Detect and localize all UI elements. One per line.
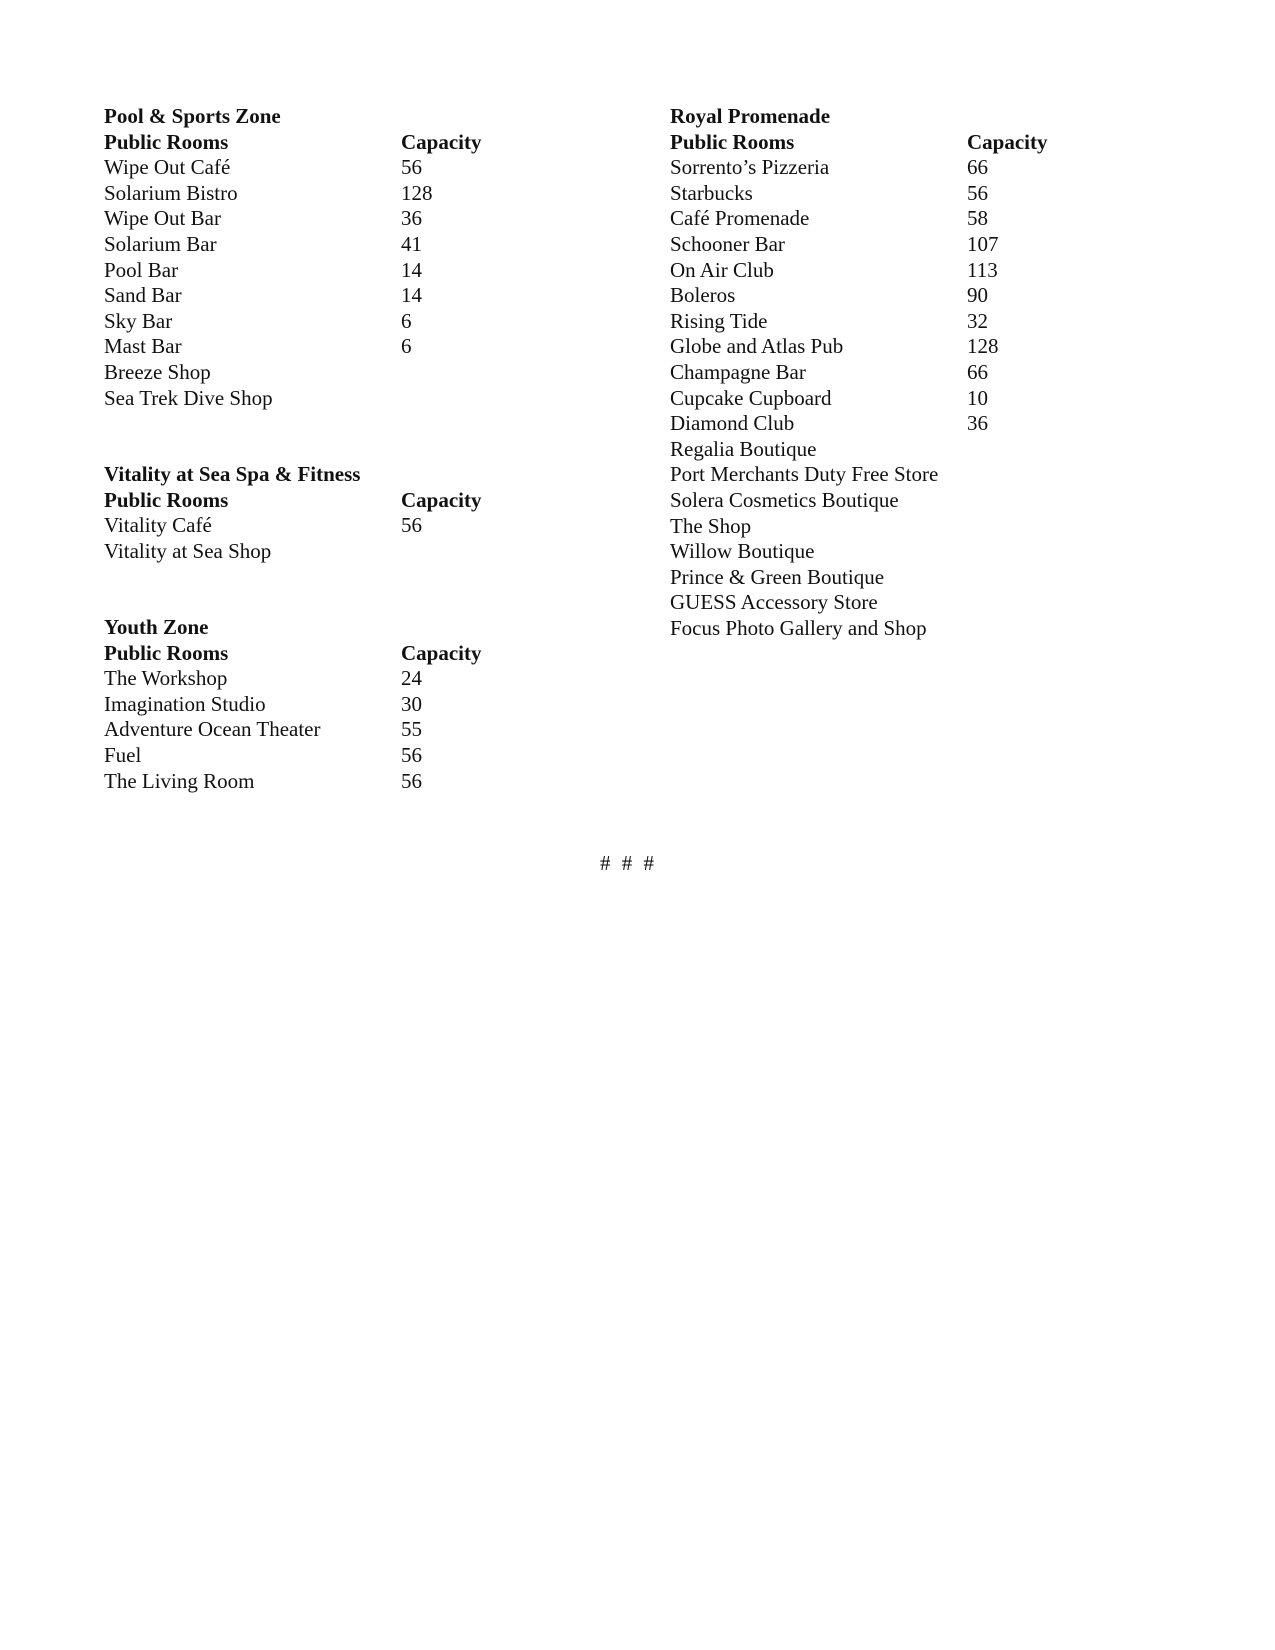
room-capacity: 107 — [967, 231, 999, 256]
room-capacity: 56 — [401, 742, 422, 767]
list-item — [670, 514, 1130, 540]
section-youth-zone — [104, 615, 564, 794]
list-item — [104, 206, 564, 232]
list-item — [104, 155, 564, 181]
room-name: Solarium Bistro — [104, 180, 238, 205]
list-item — [670, 206, 1130, 232]
room-name: Imagination Studio — [104, 691, 266, 716]
room-name: Solarium Bar — [104, 231, 217, 256]
room-name: Focus Photo Gallery and Shop — [670, 615, 927, 640]
room-name: Sky Bar — [104, 308, 173, 333]
room-name: Breeze Shop — [104, 359, 211, 384]
room-capacity: 66 — [967, 359, 988, 384]
room-name: Prince & Green Boutique — [670, 564, 885, 589]
column-header-public-rooms: Public Rooms — [104, 129, 229, 154]
room-name: Globe and Atlas Pub — [670, 334, 844, 359]
room-capacity: 128 — [401, 180, 433, 205]
room-capacity: 41 — [401, 231, 422, 256]
list-item — [670, 155, 1130, 181]
room-name: Sand Bar — [104, 283, 182, 308]
list-item — [104, 181, 564, 207]
room-name: Sea Trek Dive Shop — [104, 385, 273, 410]
room-name: Solera Cosmetics Boutique — [670, 487, 899, 512]
room-capacity: 14 — [401, 283, 422, 308]
room-name: Boleros — [670, 283, 736, 308]
room-name: Adventure Ocean Theater — [104, 717, 321, 742]
list-item — [670, 411, 1130, 437]
room-name: Diamond Club — [670, 411, 795, 436]
room-capacity: 128 — [967, 334, 999, 359]
column-header-capacity: Capacity — [401, 129, 482, 154]
list-item — [104, 769, 564, 795]
room-capacity: 30 — [401, 691, 422, 716]
room-capacity: 66 — [967, 155, 988, 180]
column-header-capacity: Capacity — [967, 129, 1048, 154]
list-item — [104, 717, 564, 743]
list-item — [104, 309, 564, 335]
list-item — [670, 232, 1130, 258]
room-name: Sorrento’s Pizzeria — [670, 155, 830, 180]
list-item — [670, 616, 1130, 642]
room-name: The Living Room — [104, 768, 255, 793]
list-item — [670, 360, 1130, 386]
list-item — [670, 488, 1130, 514]
room-capacity: 36 — [967, 411, 988, 436]
room-capacity: 56 — [401, 155, 422, 180]
column-header-capacity: Capacity — [401, 640, 482, 665]
room-capacity: 56 — [401, 513, 422, 538]
section-pool-sports-zone — [104, 104, 564, 411]
list-item — [670, 283, 1130, 309]
room-capacity: 58 — [967, 206, 988, 231]
room-name: The Workshop — [104, 666, 228, 691]
room-name: Vitality at Sea Shop — [104, 538, 272, 563]
column-header-public-rooms: Public Rooms — [104, 487, 229, 512]
room-name: Schooner Bar — [670, 231, 785, 256]
room-capacity: 14 — [401, 257, 422, 282]
section-title: Youth Zone — [104, 615, 209, 639]
room-capacity: 90 — [967, 283, 988, 308]
room-name: Wipe Out Café — [104, 155, 231, 180]
list-item — [104, 258, 564, 284]
room-name: Port Merchants Duty Free Store — [670, 462, 939, 487]
room-capacity: 10 — [967, 385, 988, 410]
room-name: Regalia Boutique — [670, 436, 817, 461]
list-item — [104, 692, 564, 718]
list-item — [670, 590, 1130, 616]
room-name: Rising Tide — [670, 308, 768, 333]
room-capacity: 56 — [401, 768, 422, 793]
column-header-public-rooms: Public Rooms — [104, 640, 229, 665]
list-item — [104, 232, 564, 258]
room-capacity: 6 — [401, 334, 412, 359]
room-name: GUESS Accessory Store — [670, 590, 878, 615]
room-name: Wipe Out Bar — [104, 206, 221, 231]
room-name: Starbucks — [670, 180, 753, 205]
room-capacity: 32 — [967, 308, 988, 333]
room-name: Willow Boutique — [670, 539, 815, 564]
list-item — [104, 334, 564, 360]
room-name: Café Promenade — [670, 206, 810, 231]
section-vitality-spa-fitness — [104, 462, 564, 564]
room-name: Champagne Bar — [670, 359, 806, 384]
room-capacity: 55 — [401, 717, 422, 742]
room-name: Mast Bar — [104, 334, 182, 359]
column-header-capacity: Capacity — [401, 487, 482, 512]
list-item — [670, 386, 1130, 412]
list-item — [104, 743, 564, 769]
room-capacity: 113 — [967, 257, 998, 282]
list-item — [104, 539, 564, 565]
section-title: Royal Promenade — [670, 104, 831, 128]
section-title: Vitality at Sea Spa & Fitness — [104, 462, 361, 486]
room-name: On Air Club — [670, 257, 774, 282]
end-marker: # # # — [600, 851, 657, 875]
list-item — [670, 539, 1130, 565]
list-item — [670, 309, 1130, 335]
list-item — [104, 513, 564, 539]
room-name: Fuel — [104, 742, 142, 767]
list-item — [670, 462, 1130, 488]
section-royal-promenade — [670, 104, 1130, 641]
list-item — [104, 386, 564, 412]
list-item — [104, 283, 564, 309]
section-title: Pool & Sports Zone — [104, 104, 281, 128]
room-name: Pool Bar — [104, 257, 179, 282]
room-name: The Shop — [670, 513, 752, 538]
room-name: Cupcake Cupboard — [670, 385, 832, 410]
column-header-public-rooms: Public Rooms — [670, 129, 795, 154]
room-capacity: 6 — [401, 308, 412, 333]
list-item — [670, 258, 1130, 284]
room-capacity: 24 — [401, 666, 422, 691]
list-item — [104, 666, 564, 692]
list-item — [670, 334, 1130, 360]
list-item — [104, 360, 564, 386]
list-item — [670, 181, 1130, 207]
list-item — [670, 565, 1130, 591]
room-capacity: 56 — [967, 180, 988, 205]
list-item — [670, 437, 1130, 463]
room-name: Vitality Café — [104, 513, 212, 538]
room-capacity: 36 — [401, 206, 422, 231]
